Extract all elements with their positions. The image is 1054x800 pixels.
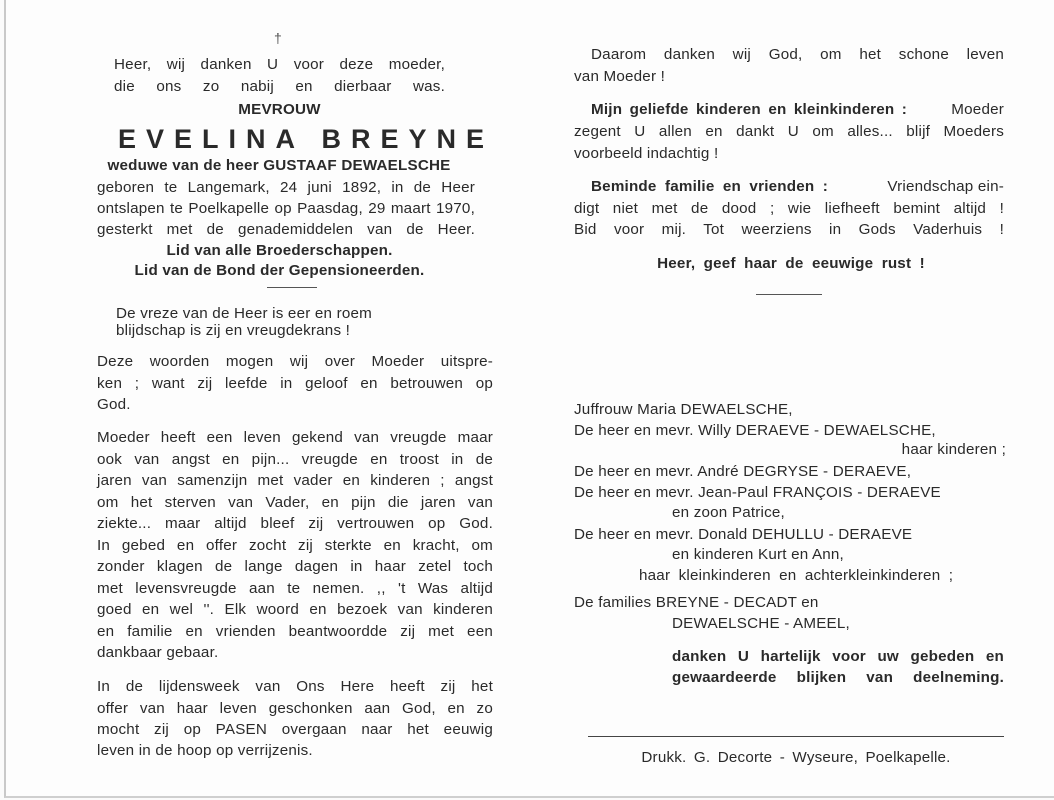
children-lead: Mijn geliefde kinderen en kleinkinderen : — [591, 101, 908, 118]
thanks-line-1: danken U hartelijk voor uw gebeden en — [672, 648, 1004, 665]
intro-line-1: Daarom danken wij God, om het schone leven — [591, 46, 1004, 63]
para2-line-4: om het sterven van Vader, en pijn die jaren van — [97, 494, 493, 511]
quote-line-1: De vreze van de Heer is eer en roem — [116, 305, 373, 322]
para2-line-10: en familie en vrienden beantwoordde zij met een — [97, 623, 493, 640]
friends-line-2: digt niet met de dood ; wie liefheeft bemint altijd ! — [574, 200, 1004, 217]
para2-line-9: goed en wel ''. Elk woord en bezoek van kinderen — [97, 601, 493, 618]
family-line-1: Juffrouw Maria DEWAELSCHE, — [574, 401, 793, 418]
para2-line-3: jaren van samenzijn met vader en kinderen ; angst — [97, 472, 493, 489]
bio-line-2: ontslapen te Poelkapelle op Paasdag, 29 maart 1970, — [97, 200, 475, 217]
children-line-2: zegent U allen en dankt U om alles... blijf Moeders — [574, 123, 1004, 140]
family-line-2: De heer en mevr. Willy DERAEVE - DEWAELSCHE, — [574, 422, 936, 439]
cross-icon: † — [274, 30, 282, 46]
para3-line-3: mocht zij op PASEN overgaan naar het eeuwig — [97, 721, 493, 738]
para1-line-1: Deze woorden mogen wij over Moeder uitspre- — [97, 353, 493, 370]
membership-1: Lid van alle Broederschappen. — [166, 242, 393, 259]
children-line-3: voorbeeld indachtig ! — [574, 145, 719, 162]
para1-line-3: God. — [97, 396, 131, 413]
para2-line-5: ziekte... maar altijd bleef zij vertrouwen op God. — [97, 515, 493, 532]
family-line-4: De heer en mevr. André DEGRYSE - DERAEVE, — [574, 463, 912, 480]
para2-line-7: zonder klagen de lange dagen in haar zetel toch — [97, 558, 493, 575]
family-line-8: en kinderen Kurt en Ann, — [672, 546, 844, 563]
children-line-1 — [591, 100, 1004, 120]
membership-2: Lid van de Bond der Gepensioneerden. — [134, 262, 425, 279]
printer-divider — [588, 736, 1004, 737]
memorial-card — [4, 0, 1054, 798]
para2-line-8: met levensvreugde aan te nemen. ,, 't Was altijd — [97, 580, 493, 597]
friends-line-1 — [591, 177, 1004, 197]
para2-line-2: ook van angst en pijn... vreugde en troost in de — [97, 451, 493, 468]
widow-of: weduwe van de heer GUSTAAF DEWAELSCHE — [107, 157, 451, 174]
para2-line-6: In gebed en offer zocht zij sterkte en kracht, om — [97, 537, 493, 554]
family-line-9: haar kleinkinderen en achterkleinkinderen ; — [639, 567, 954, 584]
para3-line-4: leven in de hoop op verrijzenis. — [97, 742, 313, 759]
family-line-6: en zoon Patrice, — [672, 504, 785, 521]
prayer-line-1: Heer, wij danken U voor deze moeder, — [114, 56, 445, 73]
prayer-line-2: die ons zo nabij en dierbaar was. — [114, 78, 445, 95]
para2-line-1: Moeder heeft een leven gekend van vreugde maar — [97, 429, 493, 446]
divider — [756, 294, 822, 295]
divider — [267, 287, 317, 288]
family-line-7: De heer en mevr. Donald DEHULLU - DERAEVE — [574, 526, 913, 543]
friends-line-1-rest: Vriendschap ein- — [887, 178, 1004, 195]
family-line-10: De families BREYNE - DECADT en — [574, 594, 819, 611]
bio-line-3: gesterkt met de genademiddelen van de Heer. — [97, 221, 475, 238]
children-line-1-rest: Moeder — [951, 101, 1004, 118]
thanks-line-2: gewaardeerde blijken van deelneming. — [672, 669, 1004, 686]
family-line-11: DEWAELSCHE - AMEEL, — [672, 615, 850, 632]
closing-prayer: Heer, geef haar de eeuwige rust ! — [657, 255, 925, 272]
deceased-name: EVELINA BREYNE — [118, 124, 495, 154]
para3-line-1: In de lijdensweek van Ons Here heeft zij het — [97, 678, 493, 695]
intro-line-2: van Moeder ! — [574, 68, 666, 85]
friends-line-3: Bid voor mij. Tot weerziens in Gods Vaderhuis ! — [574, 221, 1004, 238]
family-line-3: haar kinderen ; — [901, 441, 1006, 458]
printer-credit: Drukk. G. Decorte - Wyseure, Poelkapelle. — [641, 749, 951, 766]
family-line-5: De heer en mevr. Jean-Paul FRANÇOIS - DERAEVE — [574, 484, 941, 501]
para3-line-2: offer van haar leven geschonken aan God, en zo — [97, 700, 493, 717]
bio-line-1: geboren te Langemark, 24 juni 1892, in de Heer — [97, 179, 475, 196]
para1-line-2: ken ; want zij leefde in geloof en betrouwen op — [97, 375, 493, 392]
para2-line-11: dankbaar gebaar. — [97, 644, 219, 661]
title-mevrouw: MEVROUW — [238, 101, 321, 118]
quote-line-2: blijdschap is zij en vreugdekrans ! — [116, 322, 351, 339]
friends-lead: Beminde familie en vrienden : — [591, 178, 829, 195]
